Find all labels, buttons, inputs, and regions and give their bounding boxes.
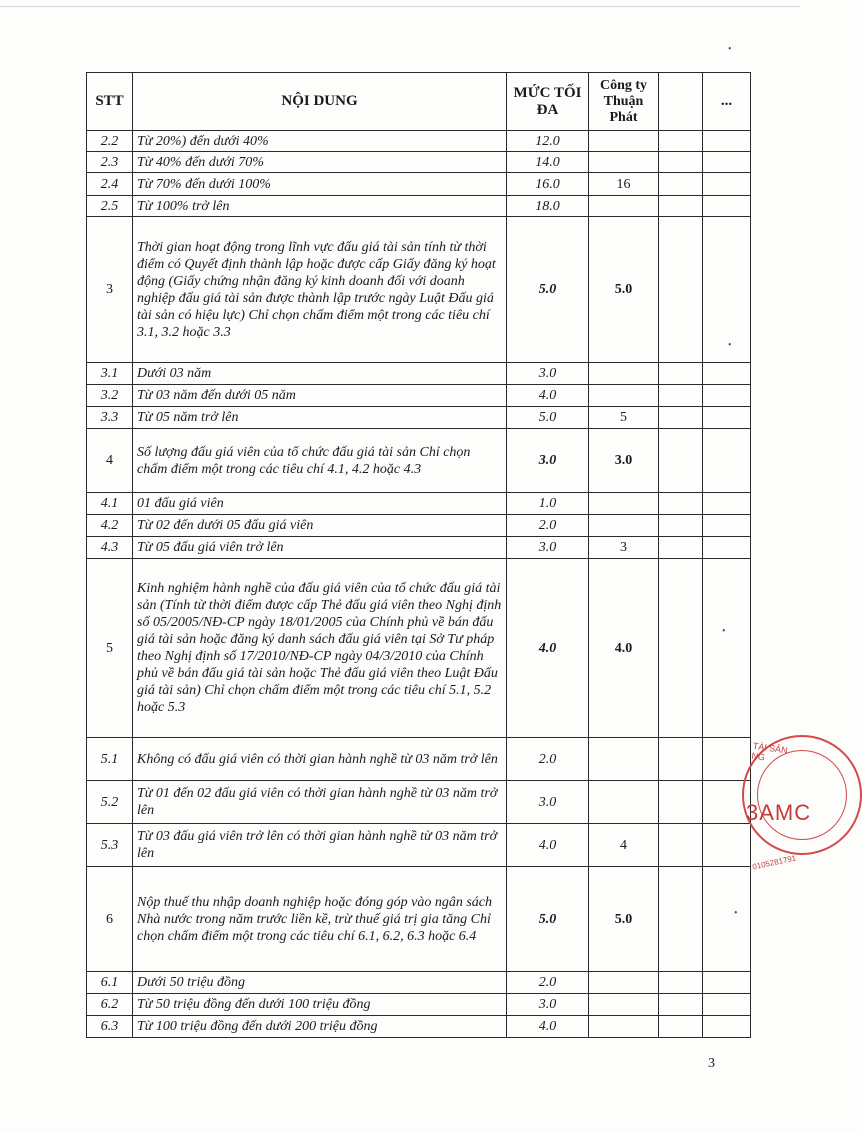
row-max: 16.0	[507, 173, 589, 196]
row-max: 18.0	[507, 196, 589, 217]
row-max: 3.0	[507, 537, 589, 559]
row-empty	[703, 407, 751, 429]
row-stt: 2.5	[87, 196, 133, 217]
row-content: Từ 70% đến dưới 100%	[133, 173, 507, 196]
row-empty	[659, 515, 703, 537]
row-score	[589, 363, 659, 385]
row-empty	[703, 515, 751, 537]
row-score: 5.0	[589, 867, 659, 972]
row-stt: 3.2	[87, 385, 133, 407]
row-empty	[659, 173, 703, 196]
row-empty	[659, 385, 703, 407]
header-extra	[659, 73, 703, 131]
row-empty	[659, 738, 703, 781]
table-row	[87, 867, 751, 972]
row-content: Không có đấu giá viên có thời gian hành nghề từ 03 năm trở lên	[133, 738, 507, 781]
row-stt: 2.2	[87, 131, 133, 152]
row-max: 5.0	[507, 407, 589, 429]
row-empty	[659, 824, 703, 867]
row-max: 1.0	[507, 493, 589, 515]
table-row	[87, 1016, 751, 1038]
row-empty	[659, 196, 703, 217]
company-seal-inner	[757, 750, 847, 840]
row-stt: 5.3	[87, 824, 133, 867]
row-score: 4	[589, 824, 659, 867]
row-content: Dưới 03 năm	[133, 363, 507, 385]
row-empty	[659, 559, 703, 738]
scan-mark: •	[722, 626, 726, 637]
row-empty	[703, 1016, 751, 1038]
row-content: Thời gian hoạt động trong lĩnh vực đấu giá tài sản tính từ thời điểm có Quyết định thành lập hoặc được cấp Giấy đăng ký hoạt động (Giấy chứng nhận đăng ký kinh doanh đối với doanh nghiệp đấu giá tài sản được thành lập trước ngày Luật Đấu giá tài sản có hiệu lực) Chỉ chọn chấm điểm một trong các tiêu chí 3.1, 3.2 hoặc 3.3	[133, 217, 507, 363]
row-score	[589, 738, 659, 781]
row-content: Kinh nghiệm hành nghề của đấu giá viên của tổ chức đấu giá tài sản (Tính từ thời điểm được cấp Thẻ đấu giá viên theo Nghị định số 05/2005/NĐ-CP ngày 18/01/2005 của Chính phủ về bán đấu giá tài sản hoặc đăng ký danh sách đấu giá viên tại Sở Tư pháp theo Nghị định số 17/2010/NĐ-CP ngày 04/3/2010 của Chính phủ về bán đấu giá tài sản hoặc Thẻ đấu giá viên theo Luật Đấu giá tài sản) Chỉ chọn chấm điểm một trong các tiêu chí 5.1, 5.2 hoặc 5.3	[133, 559, 507, 738]
row-content: Từ 100% trở lên	[133, 196, 507, 217]
row-empty	[703, 217, 751, 363]
row-empty	[659, 217, 703, 363]
row-empty	[703, 429, 751, 493]
page-number: 3	[708, 1056, 715, 1071]
row-empty	[703, 738, 751, 781]
row-max: 2.0	[507, 972, 589, 994]
table-row	[87, 363, 751, 385]
header-more: ...	[703, 73, 751, 131]
table-row	[87, 407, 751, 429]
row-stt: 4	[87, 429, 133, 493]
row-empty	[703, 972, 751, 994]
table-row	[87, 196, 751, 217]
scoring-table	[86, 72, 751, 1038]
row-empty	[659, 363, 703, 385]
row-stt: 2.3	[87, 152, 133, 173]
table-row	[87, 152, 751, 173]
row-score	[589, 385, 659, 407]
row-max: 4.0	[507, 824, 589, 867]
table-row	[87, 173, 751, 196]
page-top-border	[0, 6, 800, 7]
row-stt: 3.1	[87, 363, 133, 385]
row-score	[589, 196, 659, 217]
table-header-row	[87, 73, 751, 131]
row-content: Từ 05 năm trở lên	[133, 407, 507, 429]
table-row	[87, 972, 751, 994]
row-stt: 5.2	[87, 781, 133, 824]
row-max: 3.0	[507, 363, 589, 385]
row-stt: 5.1	[87, 738, 133, 781]
table-row	[87, 994, 751, 1016]
row-content: Từ 03 đấu giá viên trở lên có thời gian hành nghề từ 03 năm trở lên	[133, 824, 507, 867]
row-empty	[659, 867, 703, 972]
row-stt: 2.4	[87, 173, 133, 196]
row-empty	[659, 537, 703, 559]
row-content: Từ 50 triệu đồng đến dưới 100 triệu đồng	[133, 994, 507, 1016]
seal-top-text: TÀI SẢN NG	[750, 740, 789, 763]
row-empty	[703, 994, 751, 1016]
row-score	[589, 972, 659, 994]
row-stt: 3.3	[87, 407, 133, 429]
row-empty	[703, 867, 751, 972]
row-score	[589, 152, 659, 173]
row-empty	[659, 429, 703, 493]
table-row	[87, 537, 751, 559]
seal-bottom-text: 0105281791	[751, 853, 797, 872]
scan-mark: •	[728, 44, 732, 55]
row-content: Từ 40% đến dưới 70%	[133, 152, 507, 173]
row-score	[589, 781, 659, 824]
row-max: 4.0	[507, 385, 589, 407]
row-empty	[703, 537, 751, 559]
row-score: 3.0	[589, 429, 659, 493]
table-row	[87, 131, 751, 152]
row-score: 4.0	[589, 559, 659, 738]
row-empty	[659, 1016, 703, 1038]
row-stt: 3	[87, 217, 133, 363]
table-row	[87, 493, 751, 515]
row-stt: 6.1	[87, 972, 133, 994]
row-stt: 6.2	[87, 994, 133, 1016]
seal-word: 3AMC	[746, 800, 812, 825]
row-max: 4.0	[507, 1016, 589, 1038]
row-content: 01 đấu giá viên	[133, 493, 507, 515]
row-content: Từ 01 đến 02 đấu giá viên có thời gian hành nghề từ 03 năm trở lên	[133, 781, 507, 824]
row-empty	[703, 559, 751, 738]
scan-mark: •	[734, 908, 738, 919]
row-empty	[659, 781, 703, 824]
row-score	[589, 131, 659, 152]
table-row	[87, 385, 751, 407]
row-empty	[703, 824, 751, 867]
row-max: 14.0	[507, 152, 589, 173]
header-content: NỘI DUNG	[133, 73, 507, 131]
row-score: 3	[589, 537, 659, 559]
row-max: 5.0	[507, 217, 589, 363]
row-max: 2.0	[507, 515, 589, 537]
row-max: 3.0	[507, 994, 589, 1016]
row-score: 5.0	[589, 217, 659, 363]
row-max: 3.0	[507, 429, 589, 493]
header-company: Công ty Thuận Phát	[589, 73, 659, 131]
row-content: Từ 02 đến dưới 05 đấu giá viên	[133, 515, 507, 537]
table-row	[87, 217, 751, 363]
row-content: Từ 03 năm đến dưới 05 năm	[133, 385, 507, 407]
row-content: Dưới 50 triệu đồng	[133, 972, 507, 994]
row-max: 4.0	[507, 559, 589, 738]
table-row	[87, 559, 751, 738]
row-score	[589, 1016, 659, 1038]
row-empty	[703, 363, 751, 385]
scan-mark: •	[728, 340, 732, 351]
row-max: 3.0	[507, 781, 589, 824]
row-stt: 6.3	[87, 1016, 133, 1038]
table-row	[87, 781, 751, 824]
row-empty	[703, 173, 751, 196]
row-content: Số lượng đấu giá viên của tổ chức đấu giá tài sản Chỉ chọn chấm điểm một trong các tiêu chí 4.1, 4.2 hoặc 4.3	[133, 429, 507, 493]
row-empty	[703, 385, 751, 407]
row-stt: 5	[87, 559, 133, 738]
header-max: MỨC TỐI ĐA	[507, 73, 589, 131]
row-content: Từ 05 đấu giá viên trở lên	[133, 537, 507, 559]
row-score: 5	[589, 407, 659, 429]
table-row	[87, 515, 751, 537]
row-empty	[659, 994, 703, 1016]
row-score: 16	[589, 173, 659, 196]
row-stt: 4.3	[87, 537, 133, 559]
row-max: 12.0	[507, 131, 589, 152]
table-row	[87, 429, 751, 493]
row-stt: 4.1	[87, 493, 133, 515]
row-empty	[659, 493, 703, 515]
row-empty	[659, 972, 703, 994]
table-row	[87, 824, 751, 867]
row-content: Từ 20%) đến dưới 40%	[133, 131, 507, 152]
row-score	[589, 994, 659, 1016]
row-score	[589, 493, 659, 515]
row-score	[589, 515, 659, 537]
header-stt: STT	[87, 73, 133, 131]
table-row	[87, 738, 751, 781]
row-empty	[703, 152, 751, 173]
row-content: Từ 100 triệu đồng đến dưới 200 triệu đồng	[133, 1016, 507, 1038]
row-stt: 4.2	[87, 515, 133, 537]
row-empty	[659, 131, 703, 152]
row-empty	[703, 196, 751, 217]
row-empty	[659, 152, 703, 173]
row-empty	[659, 407, 703, 429]
row-empty	[703, 131, 751, 152]
row-empty	[703, 493, 751, 515]
row-content: Nộp thuế thu nhập doanh nghiệp hoặc đóng góp vào ngân sách Nhà nước trong năm trước liền kề, trừ thuế giá trị gia tăng Chỉ chọn chấm điểm một trong các tiêu chí 6.1, 6.2, 6.3 hoặc 6.4	[133, 867, 507, 972]
row-stt: 6	[87, 867, 133, 972]
row-max: 5.0	[507, 867, 589, 972]
row-max: 2.0	[507, 738, 589, 781]
